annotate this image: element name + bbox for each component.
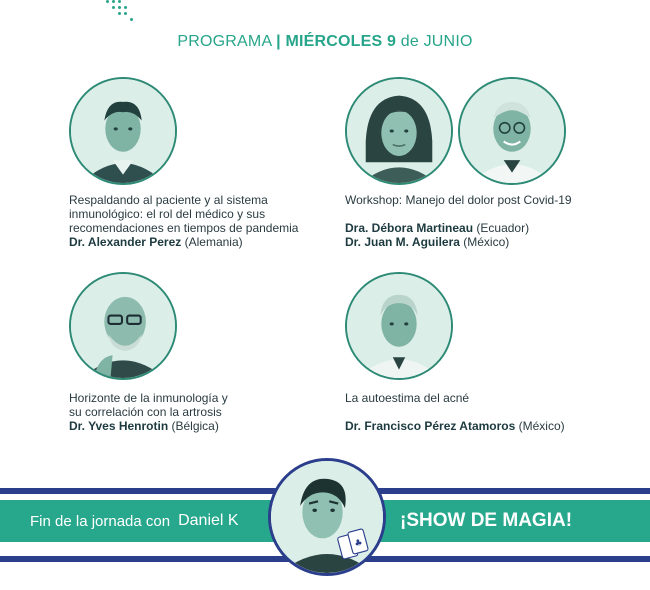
speaker-line xyxy=(345,235,572,249)
talk-title-line: su correlación con la artrosis xyxy=(69,405,222,419)
speaker-photo-debora-martineau xyxy=(345,77,453,185)
speaker-photo-francisco-perez-atamoros xyxy=(345,272,453,380)
host-name: Daniel K xyxy=(178,512,239,529)
magic-show-banner xyxy=(380,500,650,542)
speaker-country: (Bélgica) xyxy=(171,419,219,433)
speaker-photo-juan-aguilera xyxy=(458,77,566,185)
speaker-photo-yves-henrotin xyxy=(69,272,177,380)
talk-title-line: Respaldando al paciente y al sistema xyxy=(69,193,268,207)
talk-workshop-dolor xyxy=(345,193,572,249)
title-separator: | xyxy=(276,33,281,50)
month-label: de JUNIO xyxy=(400,33,473,50)
decorative-dots xyxy=(106,0,142,22)
speaker-country: (Ecuador) xyxy=(476,221,530,235)
talk-autoestima-acne xyxy=(345,391,565,433)
speaker-name: Dr. Alexander Perez xyxy=(69,235,182,249)
speaker-name: Dr. Francisco Pérez Atamoros xyxy=(345,419,516,433)
svg-text:♣: ♣ xyxy=(353,537,364,550)
speaker-line xyxy=(345,221,572,235)
talk-title-line: Horizonte de la inmunología y xyxy=(69,391,228,405)
speaker-photo-alexander-perez xyxy=(69,77,177,185)
speaker-country: (México) xyxy=(463,235,510,249)
page-title xyxy=(0,33,650,51)
speaker-line xyxy=(345,419,565,433)
speaker-country: (México) xyxy=(518,419,565,433)
speaker-line xyxy=(69,419,228,433)
speaker-name: Dra. Débora Martineau xyxy=(345,221,474,235)
speaker-name: Dr. Juan M. Aguilera xyxy=(345,235,460,249)
magic-show-label: ¡SHOW DE MAGIA! xyxy=(400,510,573,531)
talk-yves-henrotin xyxy=(69,391,228,433)
talk-title-line: recomendaciones en tiempos de pandemia xyxy=(69,221,299,235)
talk-alexander-perez xyxy=(69,193,298,249)
speaker-line xyxy=(69,235,298,249)
talk-title-line: La autoestima del acné xyxy=(345,391,470,405)
talk-title-line: Workshop: Manejo del dolor post Covid-19 xyxy=(345,193,572,207)
closing-banner xyxy=(0,500,280,542)
speaker-name: Dr. Yves Henrotin xyxy=(69,419,169,433)
closing-lead: Fin de la jornada con xyxy=(30,512,171,530)
day-label: MIÉRCOLES 9 xyxy=(285,33,397,50)
talk-title-line: inmunológico: el rol del médico y sus xyxy=(69,207,266,221)
program-label: PROGRAMA xyxy=(177,33,272,50)
speaker-country: (Alemania) xyxy=(184,235,243,249)
magician-photo xyxy=(268,458,386,576)
